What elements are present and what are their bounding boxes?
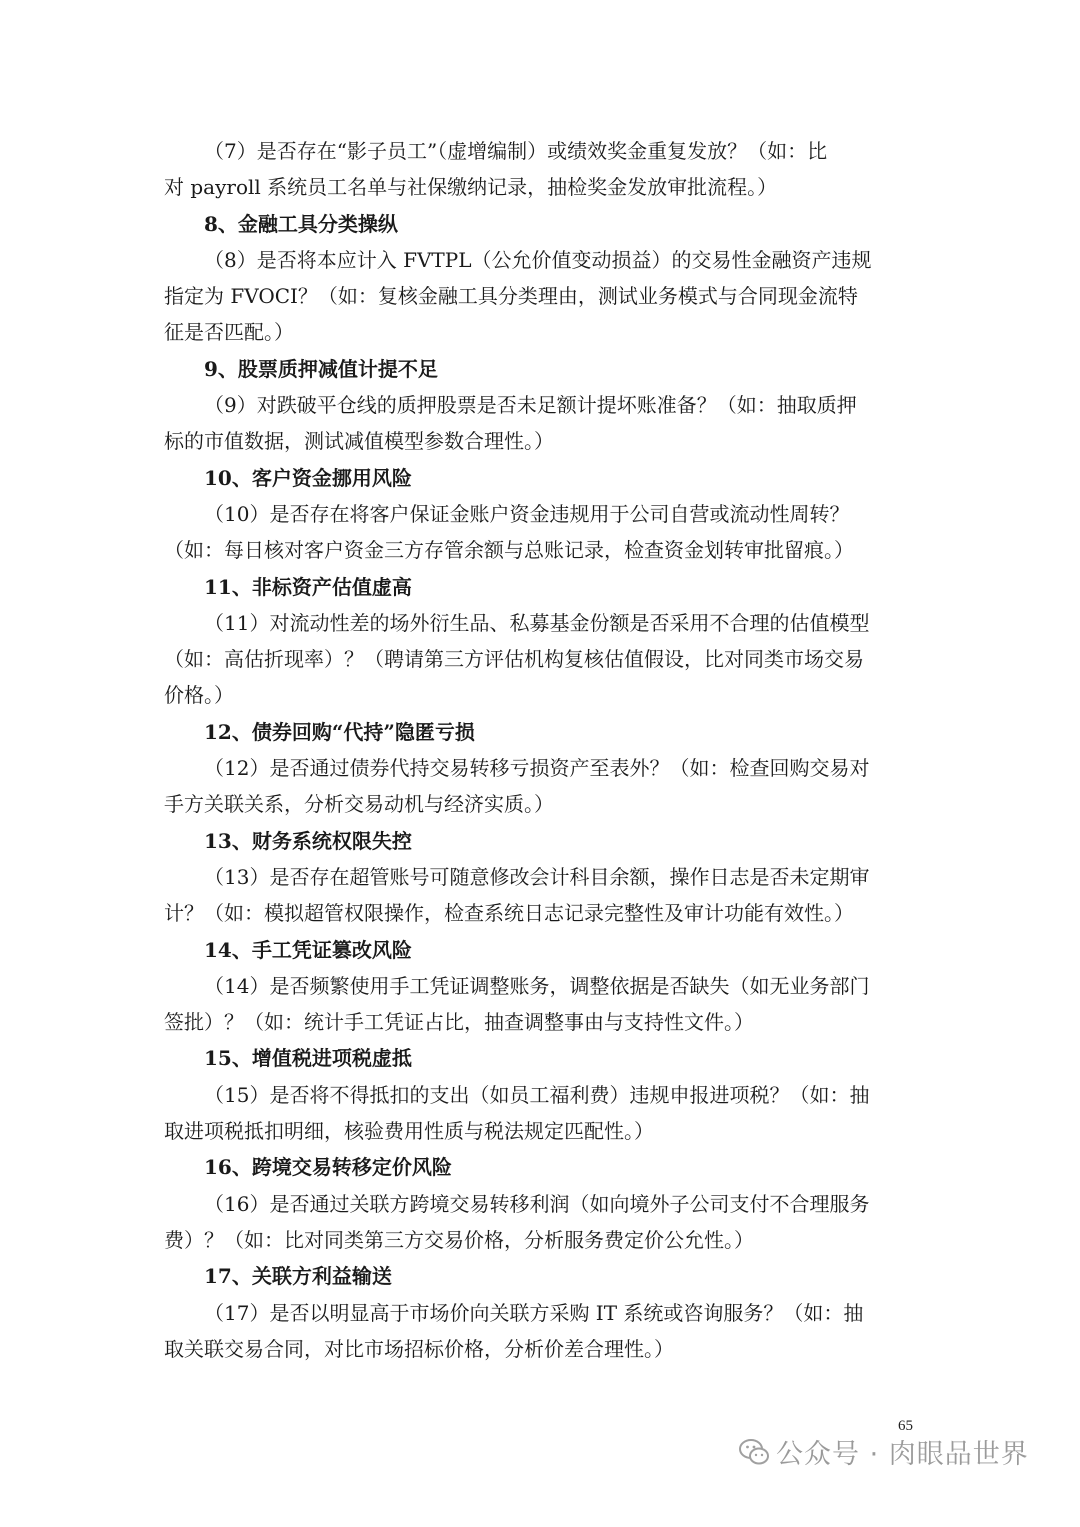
paragraph-line: 取关联交易合同，对比市场招标价格，分析价差合理性。） — [164, 1336, 674, 1361]
paragraph-line: （如：每日核对客户资金三方存管余额与总账记录，检查资金划转审批留痕。） — [164, 538, 854, 563]
paragraph-line: （10）是否存在将客户保证金账户资金违规用于公司自营或流动性周转？ — [204, 501, 850, 526]
section-heading: 11、非标资产估值虚高 — [204, 574, 412, 599]
paragraph-line: 费）？（如：比对同类第三方交易价格，分析服务费定价公允性。） — [164, 1227, 754, 1252]
paragraph-line: 对 payroll 系统员工名单与社保缴纳记录，抽检奖金发放审批流程。） — [164, 175, 778, 200]
wechat-icon — [738, 1436, 770, 1468]
paragraph-line: 手方关联关系，分析交易动机与经济实质。） — [164, 792, 554, 817]
paragraph-line: 价格。） — [164, 683, 234, 708]
section-heading: 14、手工凭证篡改风险 — [204, 937, 412, 962]
page-number: 65 — [898, 1418, 913, 1434]
paragraph-line: （13）是否存在超管账号可随意修改会计科目余额，操作日志是否未定期审 — [204, 864, 870, 889]
section-heading: 10、客户资金挪用风险 — [204, 465, 412, 490]
paragraph-line: （8）是否将本应计入 FVTPL（公允价值变动损益）的交易性金融资产违规 — [204, 247, 872, 272]
watermark-text: 公众号 · 肉眼品世界 — [776, 1439, 1029, 1470]
section-heading: 15、增值税进项税虚抵 — [204, 1046, 412, 1071]
paragraph-line: （14）是否频繁使用手工凭证调整账务，调整依据是否缺失（如无业务部门 — [204, 973, 870, 998]
paragraph-line: （11）对流动性差的场外衍生品、私募基金份额是否采用不合理的估值模型 — [204, 610, 870, 635]
paragraph-line: （9）对跌破平仓线的质押股票是否未足额计提坏账准备？（如：抽取质押 — [204, 393, 857, 418]
paragraph-line: （16）是否通过关联方跨境交易转移利润（如向境外子公司支付不合理服务 — [204, 1191, 870, 1216]
document-body — [164, 133, 916, 1367]
paragraph-line: （15）是否将不得抵扣的支出（如员工福利费）违规申报进项税？（如：抽 — [204, 1082, 870, 1107]
paragraph-line: 标的市值数据，测试减值模型参数合理性。） — [164, 429, 554, 454]
paragraph-line: 征是否匹配。） — [164, 320, 294, 345]
section-heading: 8、金融工具分类操纵 — [204, 211, 398, 236]
section-heading: 9、股票质押减值计提不足 — [204, 356, 438, 381]
paragraph-line: 签批）？（如：统计手工凭证占比，抽查调整事由与支持性文件。） — [164, 1010, 754, 1035]
section-heading: 17、关联方利益输送 — [204, 1264, 392, 1289]
paragraph-line: （7）是否存在“影子员工”（虚增编制）或绩效奖金重复发放？（如：比 — [204, 139, 828, 163]
paragraph-line: 取进项税抵扣明细，核验费用性质与税法规定匹配性。） — [164, 1119, 654, 1144]
section-heading: 12、债券回购“代持”隐匿亏损 — [204, 719, 475, 744]
paragraph-line: 指定为 FVOCI？（如：复核金融工具分类理由，测试业务模式与合同现金流特 — [164, 284, 858, 309]
section-heading: 13、财务系统权限失控 — [204, 828, 412, 853]
section-heading: 16、跨境交易转移定价风险 — [204, 1155, 452, 1180]
paragraph-line: （12）是否通过债券代持交易转移亏损资产至表外？（如：检查回购交易对 — [204, 756, 870, 781]
paragraph-line: （17）是否以明显高于市场价向关联方采购 IT 系统或咨询服务？（如：抽 — [204, 1300, 864, 1325]
paragraph-line: 计？（如：模拟超管权限操作，检查系统日志记录完整性及审计功能有效性。） — [164, 901, 854, 926]
paragraph-line: （如：高估折现率）？（聘请第三方评估机构复核估值假设，比对同类市场交易 — [164, 647, 864, 672]
watermark — [738, 1432, 1029, 1471]
